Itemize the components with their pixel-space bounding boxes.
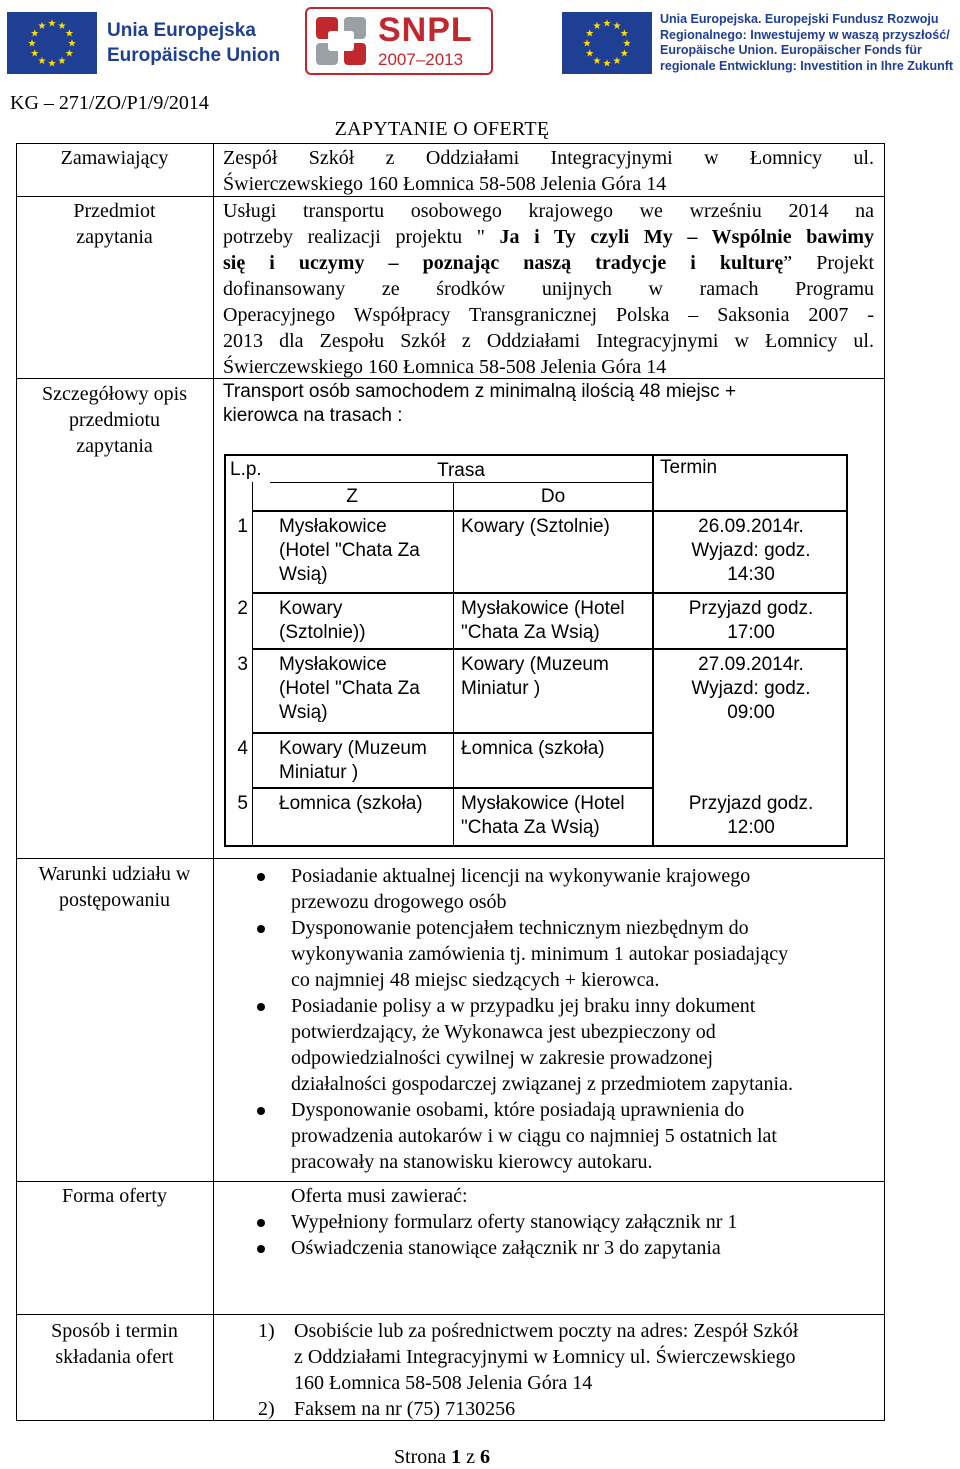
snpl-emblem-icon bbox=[310, 11, 372, 71]
value-zamawiajacy: Zespół Szkół z Oddziałami Integracyjnymi w Łomnicy ul. Świerczewskiego 160 Łomnica 58-508 Jelenia Góra 14 bbox=[223, 147, 874, 195]
eu-star-icon: ★ bbox=[57, 55, 67, 67]
eu-star-icon: ★ bbox=[47, 18, 57, 30]
list-item: 1) Osobiście lub za pośrednictwem poczty na adres: Zespół Szkół z Oddziałami Integracyjnymi w Łomnicy ul. Świerczewskiego 160 Łomnica 58-508 Jelenia Góra 14 bbox=[258, 1320, 799, 1394]
value-przedmiot: Usługi transportu osobowego krajowego we wrześniu 2014 na potrzeby realizacji projektu " Ja i Ty czyli My – Wspólnie bawimy się i uczymy – poznając naszą tradycje i kulturę” Projekt dofinansowany ze środków unijnych w ramach Programu Operacyjnego Współpracy Transgranicznej Polska – Saksonia 2007 - 2013 dla Zespołu Szkół z Oddziałami Integracyjnymi w Łomnicy ul. Świerczewskiego 160 Łomnica 58-508 Jelenia Góra 14 bbox=[223, 200, 874, 378]
eu-star-icon: ★ bbox=[37, 55, 47, 67]
eu-star-icon: ★ bbox=[30, 48, 40, 60]
snpl-years: 2007–2013 bbox=[378, 50, 464, 69]
col-header-lp: L.p. bbox=[230, 459, 262, 480]
route-lp: 2 bbox=[237, 598, 248, 619]
eu-star-icon: ★ bbox=[27, 38, 37, 50]
eu-star-icon: ★ bbox=[64, 28, 74, 40]
route-to: Kowary (Sztolnie) bbox=[461, 516, 610, 537]
eu-star-icon: ★ bbox=[57, 21, 67, 33]
bullet-icon bbox=[257, 1245, 265, 1253]
eu-star-icon: ★ bbox=[619, 48, 629, 60]
sposob-list bbox=[258, 1318, 878, 1422]
eu-fund-line3: Europäische Union. Europäischer Fonds für bbox=[660, 43, 922, 57]
eu-star-icon: ★ bbox=[622, 38, 632, 50]
snpl-name: SNPL bbox=[378, 11, 473, 49]
bullet-icon bbox=[257, 1219, 265, 1227]
eu-star-icon: ★ bbox=[592, 55, 602, 67]
forma-intro: Oferta musi zawierać: bbox=[291, 1185, 468, 1207]
route-to: Łomnica (szkoła) bbox=[461, 738, 605, 759]
eu-star-icon: ★ bbox=[67, 38, 77, 50]
route-from: Mysłakowice (Hotel "Chata Za Wsią) bbox=[279, 654, 420, 723]
list-item: Posiadanie aktualnej licencji na wykonywanie krajowego przewozu drogowego osób bbox=[255, 863, 875, 915]
list-item: 2) Faksem na nr (75) 7130256 bbox=[258, 1398, 516, 1420]
route-from: Kowary (Muzeum Miniatur ) bbox=[279, 738, 427, 783]
bullet-icon bbox=[257, 1107, 265, 1115]
label-sposob: Sposób i termin składania ofert bbox=[51, 1320, 178, 1368]
list-item: Posiadanie polisy a w przypadku jej braku inny dokument potwierdzający, że Wykonawca jest ubezpieczony od odpowiedzialności cywilnej w zakresie prowadzonej działalności gospodarczej związanej z przedmiotem zapytania. bbox=[255, 993, 875, 1097]
list-item: Dysponowanie osobami, które posiadają uprawnienia do prowadzenia autokarów i w ciągu co najmniej 5 ostatnich lat pracowały na stanowisku kierowcy autokaru. bbox=[255, 1097, 875, 1175]
route-termin: Przyjazd godz. 17:00 bbox=[688, 598, 814, 643]
list-item: Dysponowanie potencjałem technicznym niezbędnym do wykonywania zamówienia tj. minimum 1 autokar posiadający co najmniej 48 miejsc siedzących + kierowca. bbox=[255, 915, 875, 993]
eu-fund-line2: Regionalnego: Inwestujemy w waszą przyszłość/ bbox=[660, 27, 950, 42]
bullet-icon bbox=[257, 873, 265, 881]
value-opis: Transport osób samochodem z minimalną ilością 48 miejsc + kierowca na trasach : bbox=[223, 381, 737, 426]
route-lp: 4 bbox=[237, 738, 248, 759]
eu-star-icon: ★ bbox=[37, 21, 47, 33]
route-termin: 27.09.2014r. Wyjazd: godz. 09:00 bbox=[691, 654, 811, 723]
header-logos bbox=[0, 0, 960, 90]
eu-star-icon: ★ bbox=[47, 58, 57, 70]
eu-star-icon: ★ bbox=[585, 28, 595, 40]
snpl-logo bbox=[305, 7, 493, 75]
route-to: Mysłakowice (Hotel "Chata Za Wsią) bbox=[461, 793, 625, 838]
route-table bbox=[224, 454, 848, 847]
bullet-icon bbox=[257, 1003, 265, 1011]
eu-star-icon: ★ bbox=[582, 38, 592, 50]
eu-logo-line2: Europäische Union bbox=[107, 45, 281, 66]
label-przedmiot: Przedmiot zapytania bbox=[73, 200, 156, 248]
eu-fund-logo-right bbox=[562, 12, 960, 74]
route-lp: 3 bbox=[237, 654, 248, 675]
eu-star-icon: ★ bbox=[585, 48, 595, 60]
label-warunki: Warunki udziału w postępowaniu bbox=[38, 863, 191, 911]
route-from: Mysłakowice (Hotel "Chata Za Wsią) bbox=[279, 516, 420, 585]
eu-star-icon: ★ bbox=[64, 48, 74, 60]
eu-star-icon: ★ bbox=[602, 18, 612, 30]
reference-number: KG – 271/ZO/P1/9/2014 bbox=[10, 92, 209, 114]
eu-star-icon: ★ bbox=[619, 28, 629, 40]
eu-fund-line4: regionale Entwicklung: Investition in Ihre Zukunft bbox=[660, 58, 954, 73]
col-header-termin: Termin bbox=[660, 457, 718, 478]
bullet-icon bbox=[257, 925, 265, 933]
eu-flag-icon bbox=[7, 12, 97, 74]
route-termin: 26.09.2014r. Wyjazd: godz. 14:30 bbox=[691, 516, 811, 585]
eu-star-icon: ★ bbox=[30, 28, 40, 40]
eu-star-icon: ★ bbox=[602, 58, 612, 70]
col-header-do: Do bbox=[540, 486, 566, 507]
label-opis: Szczegółowy opis przedmiotu zapytania bbox=[42, 383, 187, 457]
route-lp: 1 bbox=[237, 516, 248, 537]
list-item: Oświadczenia stanowiące załącznik nr 3 do zapytania bbox=[255, 1235, 875, 1261]
route-to: Kowary (Muzeum Miniatur ) bbox=[461, 654, 609, 699]
col-header-z: Z bbox=[346, 486, 358, 507]
eu-star-icon: ★ bbox=[612, 55, 622, 67]
eu-logo-line1: Unia Europejska bbox=[107, 20, 256, 41]
col-header-trasa: Trasa bbox=[437, 460, 485, 481]
label-forma: Forma oferty bbox=[62, 1185, 167, 1207]
forma-list bbox=[255, 1183, 875, 1261]
list-number: 1) bbox=[258, 1320, 275, 1342]
eu-logo-left bbox=[7, 12, 297, 74]
route-to: Mysłakowice (Hotel "Chata Za Wsią) bbox=[461, 598, 625, 643]
eu-star-icon: ★ bbox=[592, 21, 602, 33]
route-lp: 5 bbox=[237, 793, 248, 814]
label-zamawiajacy: Zamawiający bbox=[60, 147, 169, 169]
warunki-list bbox=[255, 863, 875, 1175]
route-termin: Przyjazd godz. 12:00 bbox=[688, 793, 814, 838]
route-from: Łomnica (szkoła) bbox=[279, 793, 423, 814]
list-item: Wypełniony formularz oferty stanowiący załącznik nr 1 bbox=[255, 1209, 875, 1235]
eu-fund-line1: Unia Europejska. Europejski Fundusz Rozwoju bbox=[660, 12, 939, 26]
list-number: 2) bbox=[258, 1398, 275, 1420]
eu-flag-icon bbox=[562, 12, 652, 74]
page-number: Strona 1 z 6 bbox=[393, 1446, 491, 1468]
route-from: Kowary (Sztolnie)) bbox=[279, 598, 366, 643]
document-title: ZAPYTANIE O OFERTĘ bbox=[334, 118, 550, 140]
eu-star-icon: ★ bbox=[612, 21, 622, 33]
